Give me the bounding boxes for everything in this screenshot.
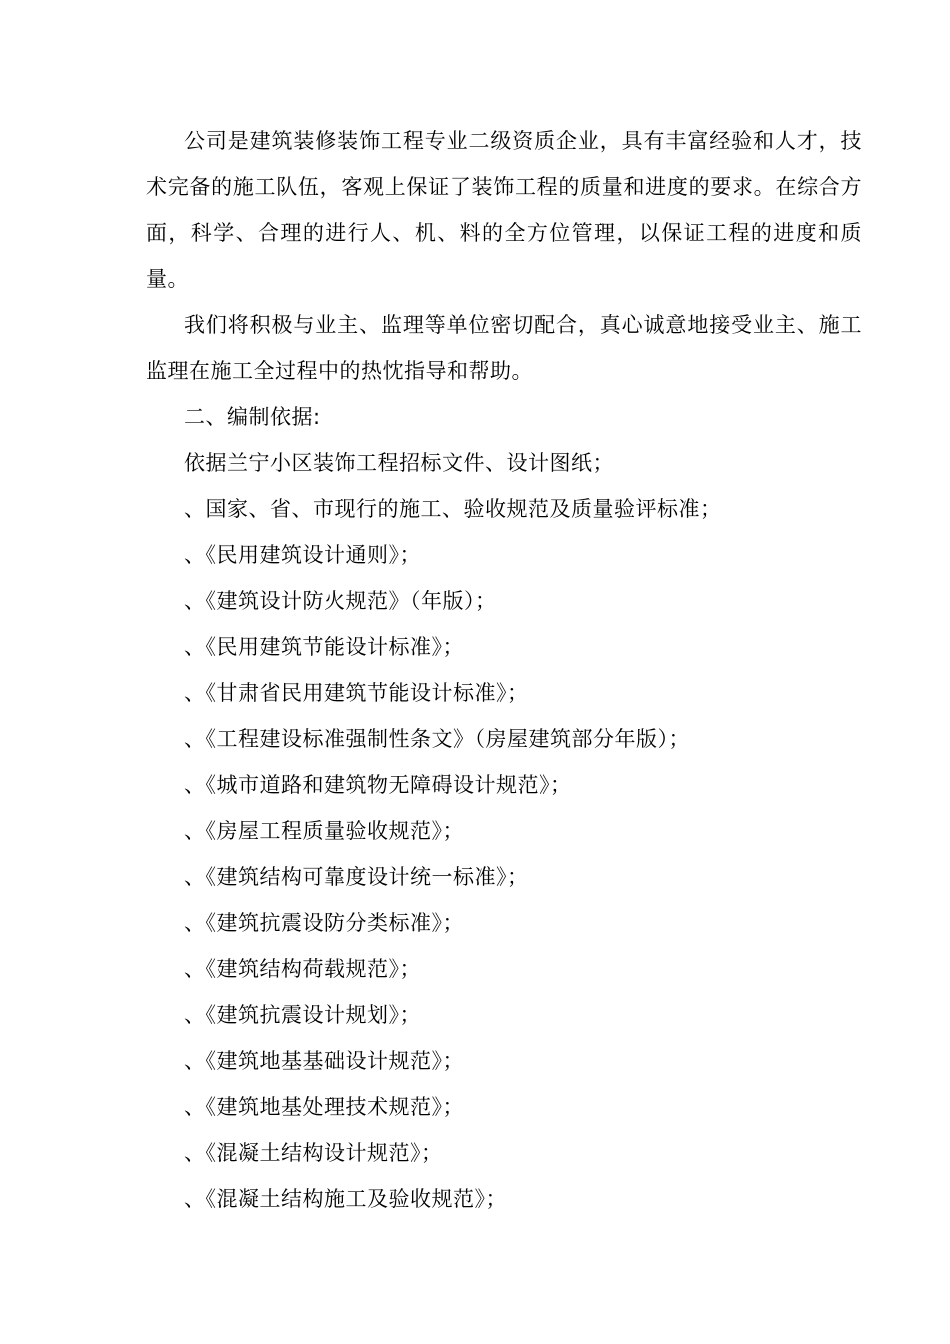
paragraph-cooperation: 我们将积极与业主、监理等单位密切配合，真心诚意地接受业主、施工监理在施工全过程中的热忱指导和帮助。 bbox=[146, 313, 862, 383]
section-heading: 二、编制依据: bbox=[184, 405, 321, 429]
document-body bbox=[146, 118, 862, 1222]
basis-item: 、《建筑设计防火规范》（年版）； bbox=[184, 589, 497, 613]
basis-intro: 依据兰宁小区装饰工程招标文件、设计图纸； bbox=[184, 451, 614, 475]
paragraph-company-qualification: 公司是建筑装修装饰工程专业二级资质企业，具有丰富经验和人才，技术完备的施工队伍，客观上保证了装饰工程的质量和进度的要求。在综合方面，科学、合理的进行人、机、料的全方位管理，以保证工程的进度和质量。 bbox=[146, 129, 862, 291]
basis-item: 、《民用建筑节能设计标准》； bbox=[184, 635, 464, 659]
basis-item: 、《混凝土结构施工及验收规范》； bbox=[184, 1187, 507, 1211]
basis-item: 、《建筑地基基础设计规范》； bbox=[184, 1049, 464, 1073]
basis-item: 、国家、省、市现行的施工、验收规范及质量验评标准； bbox=[184, 497, 722, 521]
basis-item: 、《建筑结构可靠度设计统一标准》； bbox=[184, 865, 529, 889]
basis-item: 、《甘肃省民用建筑节能设计标准》； bbox=[184, 681, 529, 705]
basis-item: 、《混凝土结构设计规范》； bbox=[184, 1141, 443, 1165]
basis-item: 、《建筑抗震设计规划》； bbox=[184, 1003, 421, 1027]
basis-item: 、《民用建筑设计通则》； bbox=[184, 543, 421, 567]
basis-item: 、《工程建设标准强制性条文》（房屋建筑部分年版）； bbox=[184, 727, 690, 751]
basis-item: 、《建筑结构荷载规范》； bbox=[184, 957, 421, 981]
basis-item: 、《建筑地基处理技术规范》； bbox=[184, 1095, 464, 1119]
basis-item: 、《建筑抗震设防分类标准》； bbox=[184, 911, 464, 935]
basis-item: 、《房屋工程质量验收规范》； bbox=[184, 819, 464, 843]
basis-item: 、《城市道路和建筑物无障碍设计规范》； bbox=[184, 773, 572, 797]
